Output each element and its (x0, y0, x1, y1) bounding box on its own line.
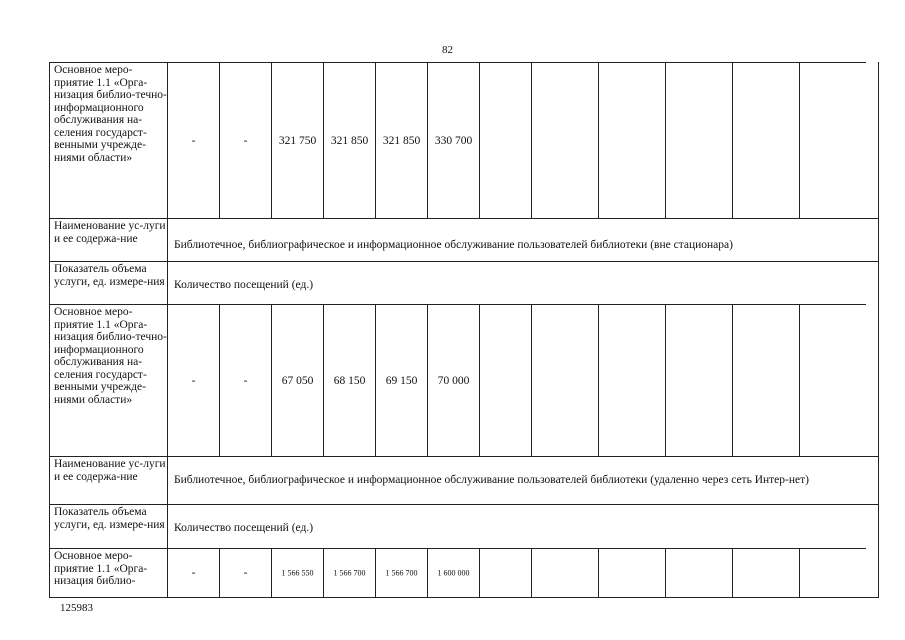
table-cell: 68 150 (323, 304, 375, 456)
table-cell: 1 566 550 (271, 548, 323, 597)
row-label: Показатель объема услуги, ед. измере-ния (49, 261, 167, 304)
row-label: Наименование ус-луги и ее содержа-ние (49, 218, 167, 261)
table-row-service-name-2 (49, 456, 879, 504)
table-cell (665, 548, 732, 597)
table-cell (479, 548, 531, 597)
table-cell: - (219, 62, 271, 218)
table-cell: 69 150 (375, 304, 427, 456)
table-cell (732, 548, 799, 597)
table-bottom-border (49, 597, 879, 598)
table-cell: 321 850 (323, 62, 375, 218)
table-cell (665, 304, 732, 456)
row-label: Показатель объема услуги, ед. измере-ния (49, 504, 167, 548)
table-cell: 67 050 (271, 304, 323, 456)
row-label: Наименование ус-луги и ее содержа-ние (49, 456, 167, 504)
table-cell (531, 304, 598, 456)
table-cell: 330 700 (427, 62, 479, 218)
table-row-service-name-1 (49, 218, 879, 261)
table-cell: 70 000 (427, 304, 479, 456)
table-row-volume-indicator-1 (49, 261, 879, 304)
table-cell: - (167, 62, 219, 218)
table-cell (799, 62, 866, 218)
table-cell (799, 304, 866, 456)
table-cell: 1 600 000 (427, 548, 479, 597)
table-cell (598, 304, 665, 456)
row-label: Основное меро-приятие 1.1 «Орга-низация библио-течно-информационного обслуживания на-селения государст-венными учрежде-ниями области» (49, 62, 167, 218)
footer-code: 125983 (60, 602, 93, 614)
table-cell (732, 62, 799, 218)
table-cell (799, 548, 866, 597)
table-cell (479, 62, 531, 218)
table-cell: Количество посещений (ед.) (167, 504, 879, 548)
table-cell (598, 548, 665, 597)
table-cell: - (167, 548, 219, 597)
table-cell: 321 750 (271, 62, 323, 218)
row-label: Основное меро-приятие 1.1 «Орга-низация библио-течно-информационного обслуживания на-селения государст-венными учрежде-ниями области» (49, 304, 167, 456)
table-cell: Количество посещений (ед.) (167, 261, 879, 304)
table-cell (732, 304, 799, 456)
page-number: 82 (442, 44, 453, 56)
table-cell (531, 548, 598, 597)
table-cell: - (219, 304, 271, 456)
table-cell (479, 304, 531, 456)
table-cell (531, 62, 598, 218)
table-row-measure-2 (49, 304, 879, 456)
table-cell: Библиотечное, библиографическое и информационное обслуживание пользователей библиотеки (удаленно через сеть Интер-нет) (167, 456, 879, 504)
table-cell: Библиотечное, библиографическое и информационное обслуживание пользователей библиотеки (вне стационара) (167, 218, 879, 261)
table-row-measure-3 (49, 548, 879, 597)
table-cell: - (219, 548, 271, 597)
table-cell (665, 62, 732, 218)
table-cell: 1 566 700 (375, 548, 427, 597)
table-row-volume-indicator-2 (49, 504, 879, 548)
table-cell: 1 566 700 (323, 548, 375, 597)
table-row-measure-1 (49, 62, 879, 218)
row-label: Основное меро-приятие 1.1 «Орга-низация библио- (49, 548, 167, 597)
table-cell: - (167, 304, 219, 456)
table-cell: 321 850 (375, 62, 427, 218)
table-cell (598, 62, 665, 218)
